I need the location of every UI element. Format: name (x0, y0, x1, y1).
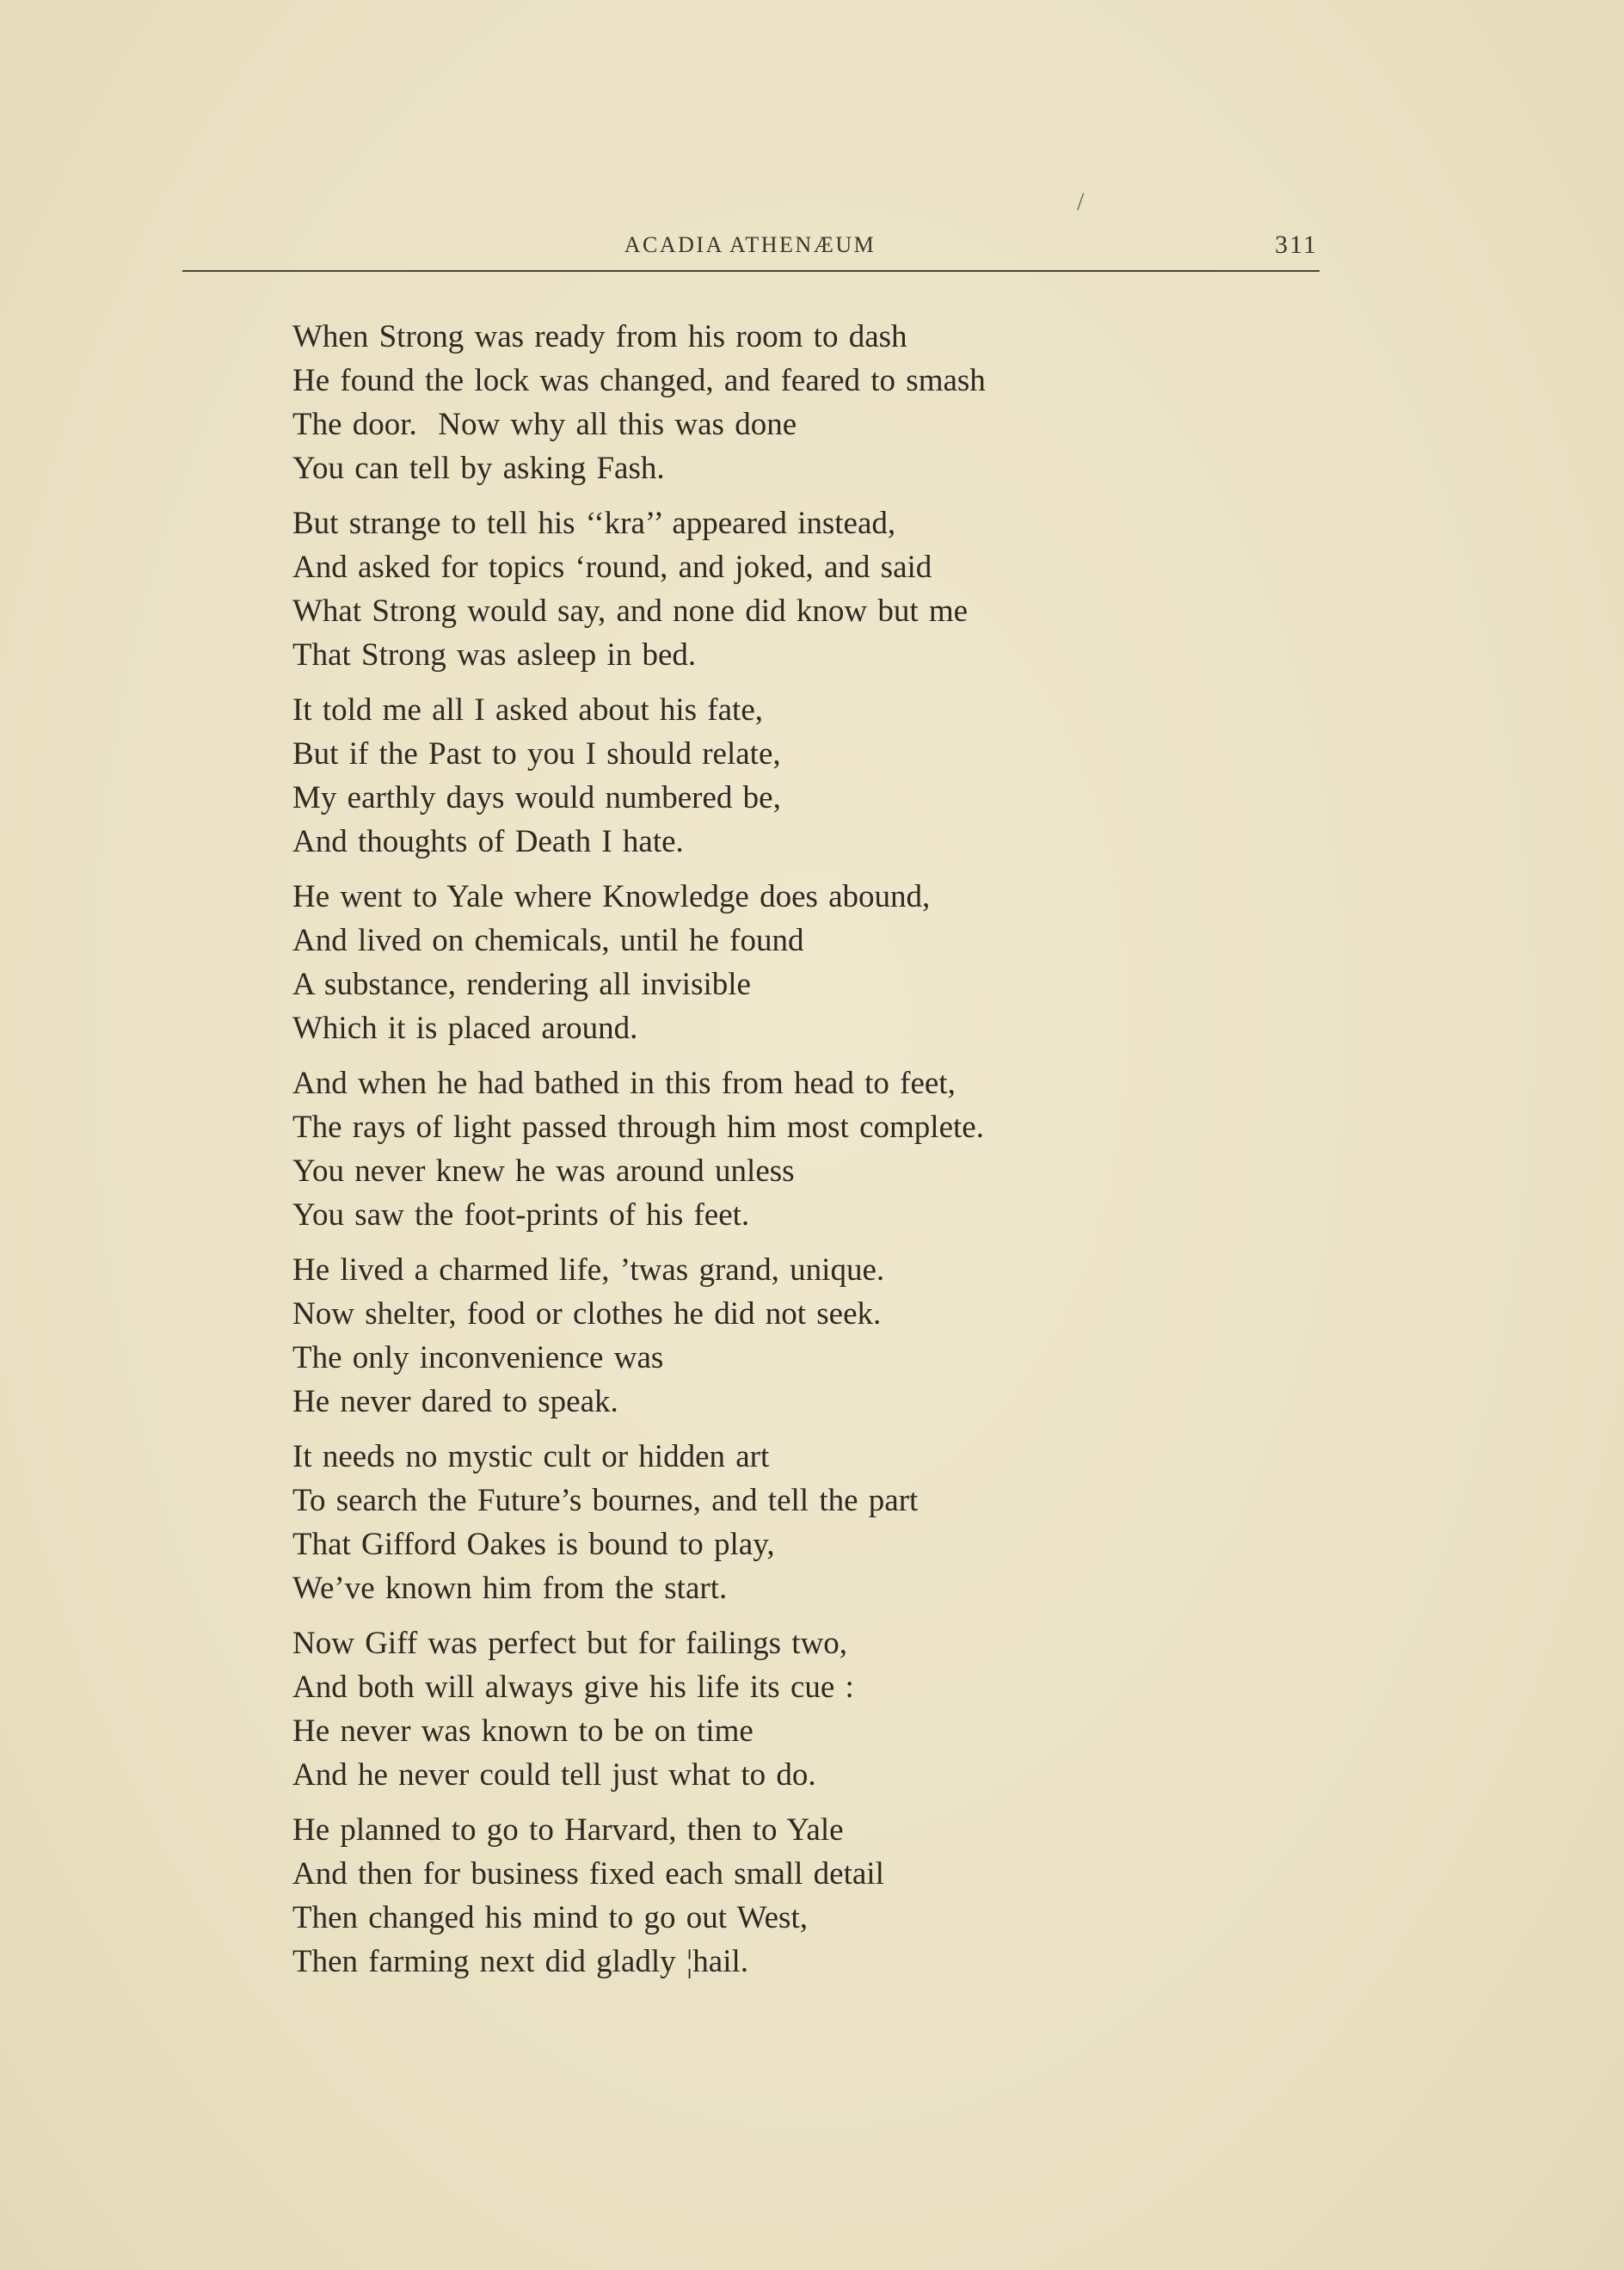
poem-line: We’ve known him from the start. (292, 1571, 728, 1606)
poem-line: And thoughts of Death I hate. (292, 824, 684, 859)
stanza-6 (292, 1248, 1239, 1424)
poem-line: And both will always give his life its cue : (292, 1670, 854, 1705)
poem-line: The door. Now why all this was done (292, 407, 797, 442)
page-number: 311 (1275, 231, 1318, 259)
poem-line: You never knew he was around unless (292, 1153, 795, 1189)
poem-line: And then for business fixed each small detail (292, 1856, 884, 1892)
poem-line: It needs no mystic cult or hidden art (292, 1439, 770, 1474)
poem-line: You saw the foot-prints of his feet. (292, 1197, 750, 1233)
poem-line: What Strong would say, and none did know but me (292, 594, 969, 629)
poem-line: And lived on chemicals, until he found (292, 923, 804, 958)
poem-line: He lived a charmed life, ’twas grand, unique. (292, 1252, 885, 1288)
poem-line: He planned to go to Harvard, then to Yale (292, 1812, 844, 1848)
poem-line: My earthly days would numbered be, (292, 780, 781, 815)
stanza-1 (292, 315, 1239, 490)
poem-line: And when he had bathed in this from head to feet, (292, 1066, 956, 1101)
poem-line: To search the Future’s bournes, and tell the part (292, 1483, 919, 1518)
poem-line: He never was known to be on time (292, 1713, 754, 1749)
poem-line: The only inconvenience was (292, 1340, 664, 1375)
poem-line: When Strong was ready from his room to dash (292, 319, 907, 354)
journal-title: ACADIA ATHENÆUM (624, 232, 877, 257)
stanza-2 (292, 501, 1239, 677)
poem-line: Then farming next did gladly ¦hail. (292, 1944, 749, 1979)
stanza-5 (292, 1061, 1239, 1237)
poem-line: That Strong was asleep in bed. (292, 637, 697, 673)
stanza-8 (292, 1621, 1239, 1797)
stanza-4 (292, 875, 1239, 1050)
poem-line: And he never could tell just what to do. (292, 1757, 816, 1793)
poem-line: He never dared to speak. (292, 1384, 618, 1419)
poem-line: But if the Past to you I should relate, (292, 736, 781, 772)
stanza-3 (292, 688, 1239, 864)
poem-line: Which it is placed around. (292, 1011, 638, 1046)
poem-line: But strange to tell his ‘‘kra’’ appeared instead, (292, 506, 896, 541)
poem-line: Now Giff was perfect but for failings two, (292, 1626, 848, 1661)
poem-line: Now shelter, food or clothes he did not seek. (292, 1296, 882, 1332)
poem-line: It told me all I asked about his fate, (292, 692, 763, 728)
poem-line: He found the lock was changed, and feared to smash (292, 363, 986, 398)
poem-line: The rays of light passed through him most complete. (292, 1110, 984, 1145)
poem-line: You can tell by asking Fash. (292, 451, 665, 486)
running-head (182, 225, 1318, 268)
stanza-7 (292, 1435, 1239, 1610)
poem-line: That Gifford Oakes is bound to play, (292, 1527, 775, 1562)
header-rule (182, 270, 1320, 272)
poem-line: He went to Yale where Knowledge does abound, (292, 879, 931, 914)
stray-pencil-mark: / (1077, 188, 1085, 216)
stanza-9 (292, 1808, 1239, 1984)
poem (292, 315, 1239, 1995)
poem-line: A substance, rendering all invisible (292, 967, 751, 1002)
poem-line: And asked for topics ‘round, and joked, and said (292, 550, 932, 585)
poem-line: Then changed his mind to go out West, (292, 1900, 808, 1935)
